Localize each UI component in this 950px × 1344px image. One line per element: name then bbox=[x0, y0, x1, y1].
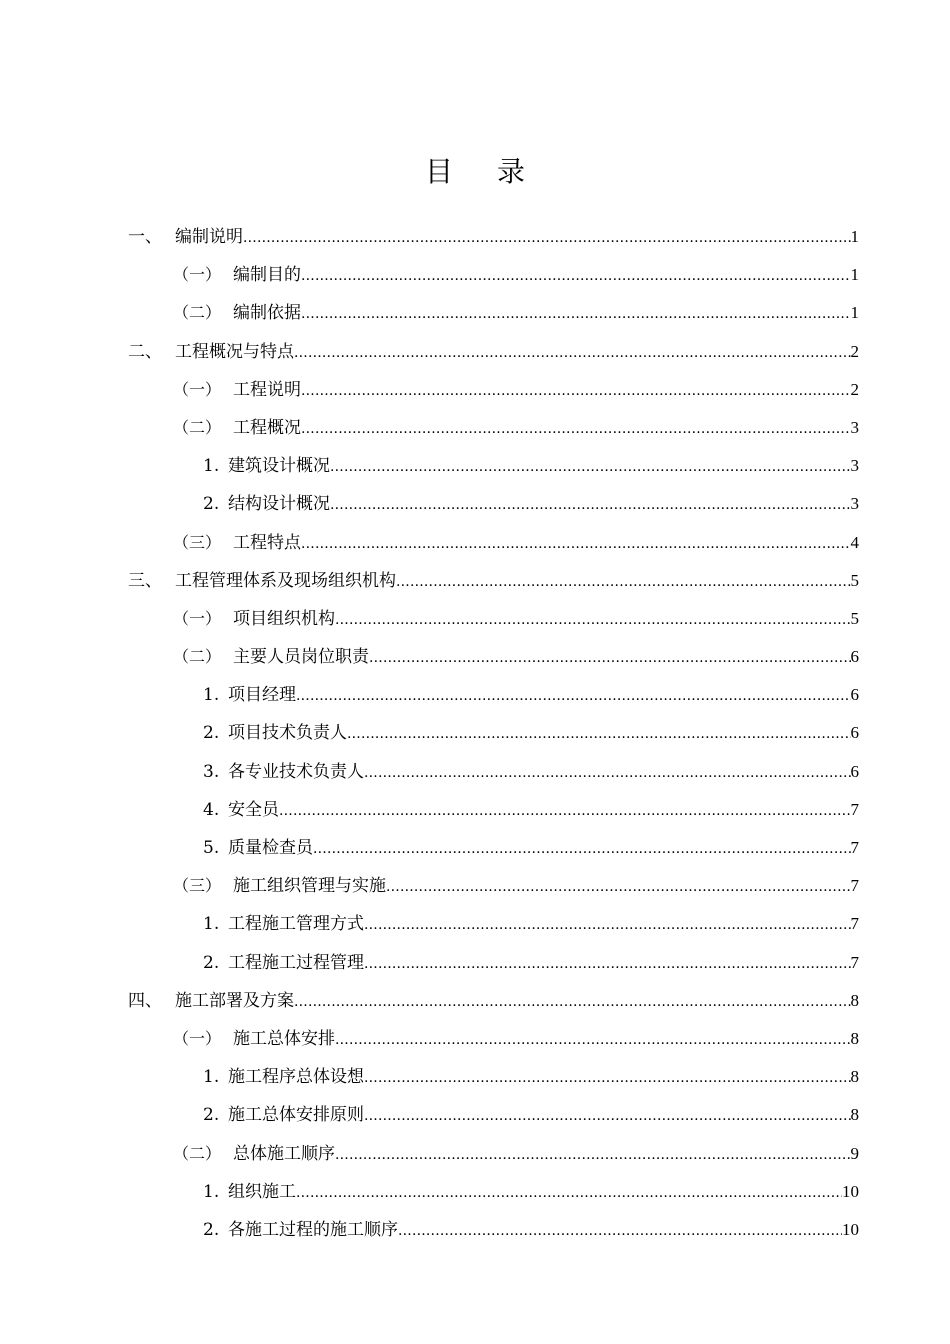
toc-entry-page: 7 bbox=[850, 876, 859, 896]
toc-entry-text: 工程施工过程管理 bbox=[228, 952, 364, 973]
toc-entry-number: 2. bbox=[203, 1219, 220, 1240]
toc-leader-dots bbox=[347, 714, 851, 752]
toc-entry-page: 7 bbox=[850, 914, 859, 934]
toc-entry-page: 10 bbox=[842, 1219, 859, 1239]
toc-entry-number: 1. bbox=[203, 1067, 220, 1088]
table-of-contents bbox=[0, 218, 950, 1249]
toc-entry-number: 5. bbox=[203, 838, 220, 858]
toc-entry-page: 6 bbox=[850, 647, 859, 667]
toc-entry-page: 3 bbox=[850, 494, 859, 514]
toc-entry[interactable] bbox=[0, 1096, 950, 1134]
toc-leader-dots bbox=[243, 218, 851, 256]
toc-leader-dots bbox=[301, 294, 851, 332]
toc-leader-dots bbox=[330, 447, 851, 485]
toc-entry[interactable] bbox=[0, 676, 950, 714]
toc-entry-page: 1 bbox=[850, 227, 859, 246]
toc-entry-row bbox=[173, 1135, 859, 1173]
toc-entry-text: 施工总体安排原则 bbox=[228, 1105, 364, 1126]
toc-entry-number: 4. bbox=[203, 799, 220, 820]
toc-entry[interactable] bbox=[0, 1135, 950, 1173]
toc-leader-dots bbox=[364, 1096, 851, 1134]
toc-entry-row bbox=[203, 447, 859, 485]
toc-entry-page: 5 bbox=[850, 570, 859, 590]
toc-entry-number: 3. bbox=[203, 761, 220, 782]
toc-entry-page: 4 bbox=[850, 532, 859, 552]
toc-entry-text: 总体施工顺序 bbox=[233, 1143, 335, 1164]
toc-entry-page: 8 bbox=[850, 1105, 859, 1125]
toc-leader-dots bbox=[330, 485, 851, 523]
toc-entry-row bbox=[173, 256, 859, 294]
toc-leader-dots bbox=[279, 791, 851, 829]
toc-leader-dots bbox=[301, 256, 851, 294]
toc-leader-dots bbox=[313, 829, 851, 867]
toc-leader-dots bbox=[386, 867, 851, 905]
toc-entry-number: 1. bbox=[203, 1181, 220, 1202]
toc-entry[interactable] bbox=[0, 524, 950, 562]
toc-entry-row bbox=[128, 218, 859, 256]
toc-entry-page: 6 bbox=[850, 761, 859, 781]
toc-entry-page: 7 bbox=[850, 952, 859, 972]
toc-leader-dots bbox=[296, 676, 851, 714]
toc-entry[interactable] bbox=[0, 600, 950, 638]
toc-entry-row bbox=[203, 1096, 859, 1134]
toc-entry-row bbox=[173, 867, 859, 905]
toc-entry-text: 施工组织管理与实施 bbox=[233, 876, 386, 897]
toc-entry-text: 结构设计概况 bbox=[228, 494, 330, 515]
toc-entry-page: 10 bbox=[842, 1181, 859, 1201]
toc-leader-dots bbox=[294, 982, 851, 1020]
toc-title-char: 录 bbox=[497, 155, 526, 188]
toc-entry-number: （一） bbox=[173, 379, 222, 399]
toc-entry-text: 编制目的 bbox=[233, 265, 301, 286]
toc-leader-dots bbox=[364, 753, 851, 791]
toc-entry-text: 项目组织机构 bbox=[233, 608, 335, 629]
toc-entry[interactable] bbox=[0, 447, 950, 485]
toc-entry-number: （二） bbox=[173, 417, 222, 437]
toc-entry-row bbox=[203, 905, 859, 943]
toc-entry[interactable] bbox=[0, 294, 950, 332]
toc-entry-text: 各施工过程的施工顺序 bbox=[228, 1219, 398, 1240]
toc-entry-number: （三） bbox=[173, 532, 222, 552]
toc-entry-row bbox=[128, 562, 859, 600]
toc-entry-page: 7 bbox=[850, 799, 859, 819]
toc-entry-page: 3 bbox=[850, 456, 859, 476]
toc-entry-text: 组织施工 bbox=[228, 1181, 296, 1202]
toc-entry-number: 2. bbox=[203, 723, 220, 744]
toc-entry-page: 3 bbox=[850, 417, 859, 437]
toc-entry[interactable] bbox=[0, 791, 950, 829]
toc-entry-page: 9 bbox=[850, 1143, 859, 1163]
toc-entry-row bbox=[203, 944, 859, 982]
toc-entry[interactable] bbox=[0, 982, 950, 1020]
toc-entry-page: 7 bbox=[850, 838, 859, 857]
toc-entry-text: 施工程序总体设想 bbox=[228, 1067, 364, 1088]
toc-entry-text: 建筑设计概况 bbox=[228, 456, 330, 477]
toc-entry-row bbox=[173, 294, 859, 332]
toc-entry-text: 安全员 bbox=[228, 799, 279, 820]
toc-entry-page: 8 bbox=[850, 990, 859, 1010]
toc-entry-row bbox=[173, 600, 859, 638]
toc-entry-text: 施工总体安排 bbox=[233, 1028, 335, 1049]
toc-leader-dots bbox=[398, 1211, 842, 1249]
toc-entry-page: 8 bbox=[850, 1067, 859, 1087]
toc-entry-number: 三、 bbox=[128, 570, 162, 591]
toc-entry-page: 5 bbox=[850, 608, 859, 628]
toc-entry-row bbox=[203, 1058, 859, 1096]
toc-title-char: 目 bbox=[424, 155, 453, 188]
toc-entry-number: 2. bbox=[203, 1105, 220, 1126]
toc-leader-dots bbox=[364, 905, 851, 943]
toc-entry[interactable] bbox=[0, 753, 950, 791]
toc-entry-row bbox=[203, 753, 859, 791]
toc-entry[interactable] bbox=[0, 714, 950, 752]
toc-entry-row bbox=[128, 982, 859, 1020]
toc-title bbox=[0, 150, 950, 190]
toc-entry-text: 工程概况 bbox=[233, 417, 301, 438]
toc-entry[interactable] bbox=[0, 905, 950, 943]
toc-entry[interactable] bbox=[0, 638, 950, 676]
toc-entry-number: 二、 bbox=[128, 341, 162, 362]
toc-entry-number: （一） bbox=[173, 608, 222, 628]
toc-entry-number: （二） bbox=[173, 303, 222, 323]
toc-entry-row bbox=[203, 1173, 859, 1211]
toc-entry-page: 8 bbox=[850, 1028, 859, 1048]
toc-entry[interactable] bbox=[0, 829, 950, 867]
toc-entry-number: （三） bbox=[173, 876, 222, 896]
toc-entry-text: 工程管理体系及现场组织机构 bbox=[175, 570, 396, 591]
toc-entry-row bbox=[203, 791, 859, 829]
toc-leader-dots bbox=[294, 333, 851, 371]
toc-entry[interactable] bbox=[0, 1058, 950, 1096]
toc-leader-dots bbox=[301, 524, 851, 562]
toc-entry-row bbox=[173, 409, 859, 447]
toc-entry-text: 施工部署及方案 bbox=[175, 990, 294, 1011]
toc-leader-dots bbox=[364, 944, 851, 982]
toc-entry-number: 2. bbox=[203, 494, 220, 515]
toc-entry-row bbox=[203, 1211, 859, 1249]
toc-entry-text: 编制说明 bbox=[175, 227, 243, 247]
toc-entry-number: 1. bbox=[203, 914, 220, 935]
toc-entry-row bbox=[173, 371, 859, 409]
toc-entry[interactable] bbox=[0, 1173, 950, 1211]
toc-entry-text: 工程概况与特点 bbox=[175, 341, 294, 362]
toc-entry-row bbox=[173, 524, 859, 562]
toc-leader-dots bbox=[335, 600, 851, 638]
toc-leader-dots bbox=[301, 409, 851, 447]
toc-entry-number: 四、 bbox=[128, 990, 162, 1011]
toc-entry-page: 2 bbox=[850, 379, 859, 399]
toc-entry-row bbox=[173, 638, 859, 676]
toc-entry-number: （一） bbox=[173, 265, 222, 285]
toc-entry[interactable] bbox=[0, 562, 950, 600]
toc-entry-page: 6 bbox=[850, 723, 859, 743]
toc-entry[interactable] bbox=[0, 218, 950, 256]
toc-entry-page: 6 bbox=[850, 685, 859, 705]
toc-entry-row bbox=[203, 485, 859, 523]
toc-entry-number: 一、 bbox=[128, 227, 162, 247]
toc-leader-dots bbox=[364, 1058, 851, 1096]
toc-entry-number: （二） bbox=[173, 647, 222, 667]
toc-entry-text: 项目技术负责人 bbox=[228, 723, 347, 744]
toc-entry-page: 1 bbox=[850, 265, 859, 285]
toc-entry-text: 质量检查员 bbox=[228, 838, 313, 858]
toc-entry-number: 1. bbox=[203, 456, 220, 477]
toc-entry-number: （一） bbox=[173, 1028, 222, 1048]
toc-entry[interactable] bbox=[0, 333, 950, 371]
toc-leader-dots bbox=[369, 638, 851, 676]
toc-entry-number: （二） bbox=[173, 1143, 222, 1163]
toc-leader-dots bbox=[296, 1173, 842, 1211]
toc-entry-number: 2. bbox=[203, 952, 220, 973]
toc-entry[interactable] bbox=[0, 256, 950, 294]
toc-leader-dots bbox=[396, 562, 851, 600]
toc-entry[interactable] bbox=[0, 1020, 950, 1058]
toc-entry-text: 工程说明 bbox=[233, 379, 301, 400]
toc-entry-number: 1. bbox=[203, 685, 220, 706]
toc-entry-text: 各专业技术负责人 bbox=[228, 761, 364, 782]
toc-leader-dots bbox=[335, 1020, 851, 1058]
toc-entry-page: 2 bbox=[850, 341, 859, 361]
toc-entry-page: 1 bbox=[850, 303, 859, 323]
toc-entry-row bbox=[128, 333, 859, 371]
toc-entry-text: 工程施工管理方式 bbox=[228, 914, 364, 935]
toc-entry-row bbox=[203, 714, 859, 752]
toc-entry-text: 工程特点 bbox=[233, 532, 301, 553]
toc-entry-row bbox=[203, 676, 859, 714]
toc-leader-dots bbox=[335, 1135, 851, 1173]
toc-entry-text: 编制依据 bbox=[233, 303, 301, 324]
toc-entry-text: 主要人员岗位职责 bbox=[233, 647, 369, 668]
toc-entry[interactable] bbox=[0, 409, 950, 447]
toc-entry-row bbox=[173, 1020, 859, 1058]
toc-entry[interactable] bbox=[0, 485, 950, 523]
toc-entry[interactable] bbox=[0, 371, 950, 409]
toc-entry-row bbox=[203, 829, 859, 867]
toc-entry[interactable] bbox=[0, 944, 950, 982]
toc-entry[interactable] bbox=[0, 867, 950, 905]
toc-leader-dots bbox=[301, 371, 851, 409]
toc-entry-text: 项目经理 bbox=[228, 685, 296, 706]
toc-entry[interactable] bbox=[0, 1211, 950, 1249]
